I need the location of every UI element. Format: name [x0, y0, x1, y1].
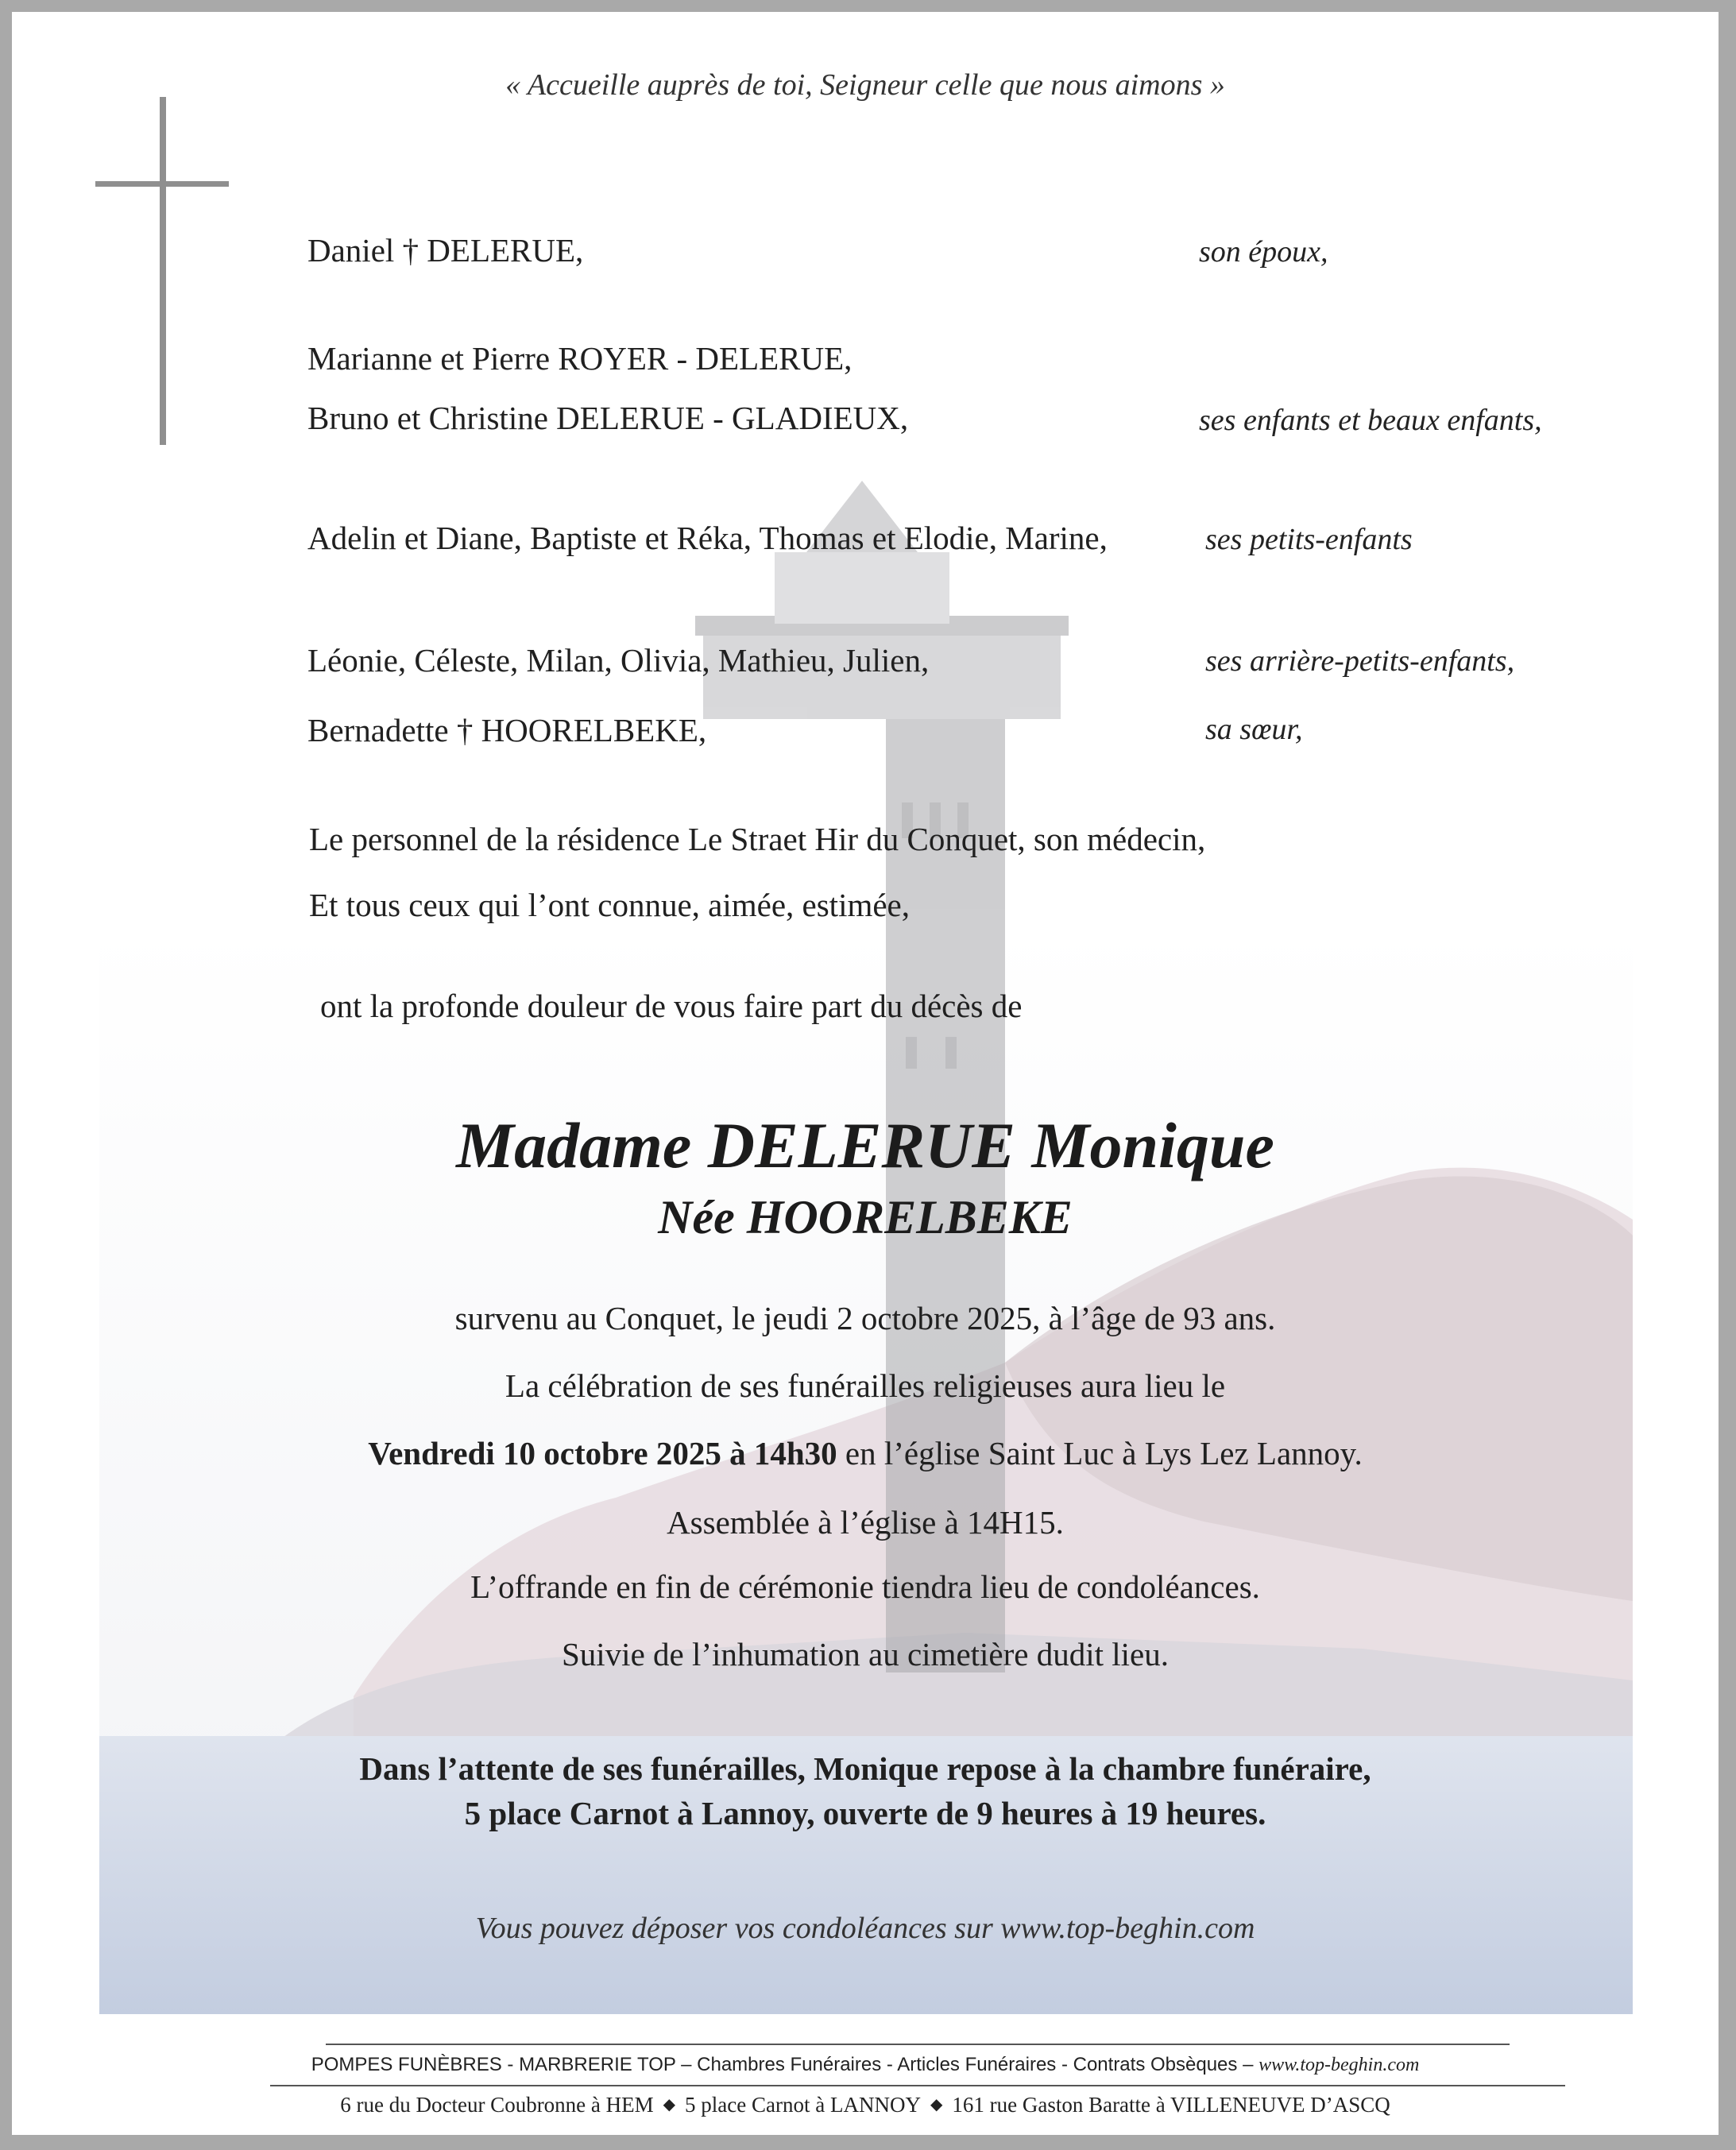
cross-bar — [95, 181, 229, 187]
family-relation: sa sœur, — [1205, 713, 1303, 746]
quote: « Accueille auprès de toi, Seigneur celle que nous aimons » — [505, 68, 1225, 102]
cross-icon — [160, 97, 166, 445]
condolences-note: Vous pouvez déposer vos condoléances sur www.top-beghin.com — [475, 1912, 1255, 1945]
family-name: Bruno et Christine DELERUE - GLADIEUX, — [307, 400, 909, 436]
assembly-line: Assemblée à l’église à 14H15. — [667, 1504, 1064, 1541]
footer-rule-top — [326, 2044, 1510, 2045]
family-relation: ses petits-enfants — [1205, 523, 1413, 556]
address-lannoy: 5 place Carnot à LANNOY — [685, 2093, 921, 2117]
celebration-line: La célébration de ses funérailles religieuses aura lieu le — [505, 1367, 1226, 1404]
family-relation: ses arrière-petits-enfants, — [1205, 644, 1515, 678]
family-name: Adelin et Diane, Baptiste et Réka, Thomas et Elodie, Marine, — [307, 520, 1108, 556]
diamond-separator-icon: ◆ — [663, 2096, 676, 2113]
footer-company — [12, 2054, 1719, 2076]
viewing-line-2: 5 place Carnot à Lannoy, ouverte de 9 heures à 19 heures. — [464, 1795, 1266, 1831]
death-details: survenu au Conquet, le jeudi 2 octobre 2025, à l’âge de 93 ans. — [454, 1300, 1276, 1336]
footer-rule-bottom — [270, 2085, 1565, 2086]
burial-line: Suivie de l’inhumation au cimetière dudit lieu. — [561, 1636, 1169, 1672]
footer-company-text: POMPES FUNÈBRES - MARBRERIE TOP – Chambres Funéraires - Articles Funéraires - Contrats Obsèques – — [311, 2054, 1259, 2075]
all-line: Et tous ceux qui l’ont connue, aimée, estimée, — [309, 887, 910, 923]
family-relation: ses enfants et beaux enfants, — [1199, 404, 1542, 437]
offering-line: L’offrande en fin de cérémonie tiendra lieu de condoléances. — [470, 1568, 1260, 1605]
footer-website[interactable]: www.top-beghin.com — [1259, 2055, 1420, 2075]
staff-line: Le personnel de la résidence Le Straet Hir du Conquet, son médecin, — [309, 821, 1206, 857]
viewing-line-1: Dans l’attente de ses funérailles, Monique repose à la chambre funéraire, — [359, 1750, 1371, 1787]
announcement: ont la profonde douleur de vous faire part du décès de — [320, 988, 1023, 1024]
family-name: Bernadette † HOORELBEKE, — [307, 712, 707, 748]
funeral-date-line — [12, 1434, 1719, 1472]
family-relation: son époux, — [1199, 235, 1328, 269]
funeral-date: Vendredi 10 octobre 2025 à 14h30 — [368, 1435, 837, 1471]
maiden-name: Née HOORELBEKE — [658, 1191, 1073, 1243]
address-hem: 6 rue du Docteur Coubronne à HEM — [340, 2093, 654, 2117]
funeral-place: en l’église Saint Luc à Lys Lez Lannoy. — [837, 1435, 1363, 1471]
obituary-page — [12, 12, 1719, 2135]
family-name: Marianne et Pierre ROYER - DELERUE, — [307, 340, 853, 377]
footer-addresses — [12, 2093, 1719, 2117]
family-name: Daniel † DELERUE, — [307, 232, 584, 269]
diamond-separator-icon: ◆ — [930, 2096, 943, 2113]
family-name: Léonie, Céleste, Milan, Olivia, Mathieu, Julien, — [307, 642, 930, 679]
address-villeneuve: 161 rue Gaston Baratte à VILLENEUVE D’ASCQ — [952, 2093, 1390, 2117]
deceased-name: Madame DELERUE Monique — [456, 1109, 1274, 1181]
